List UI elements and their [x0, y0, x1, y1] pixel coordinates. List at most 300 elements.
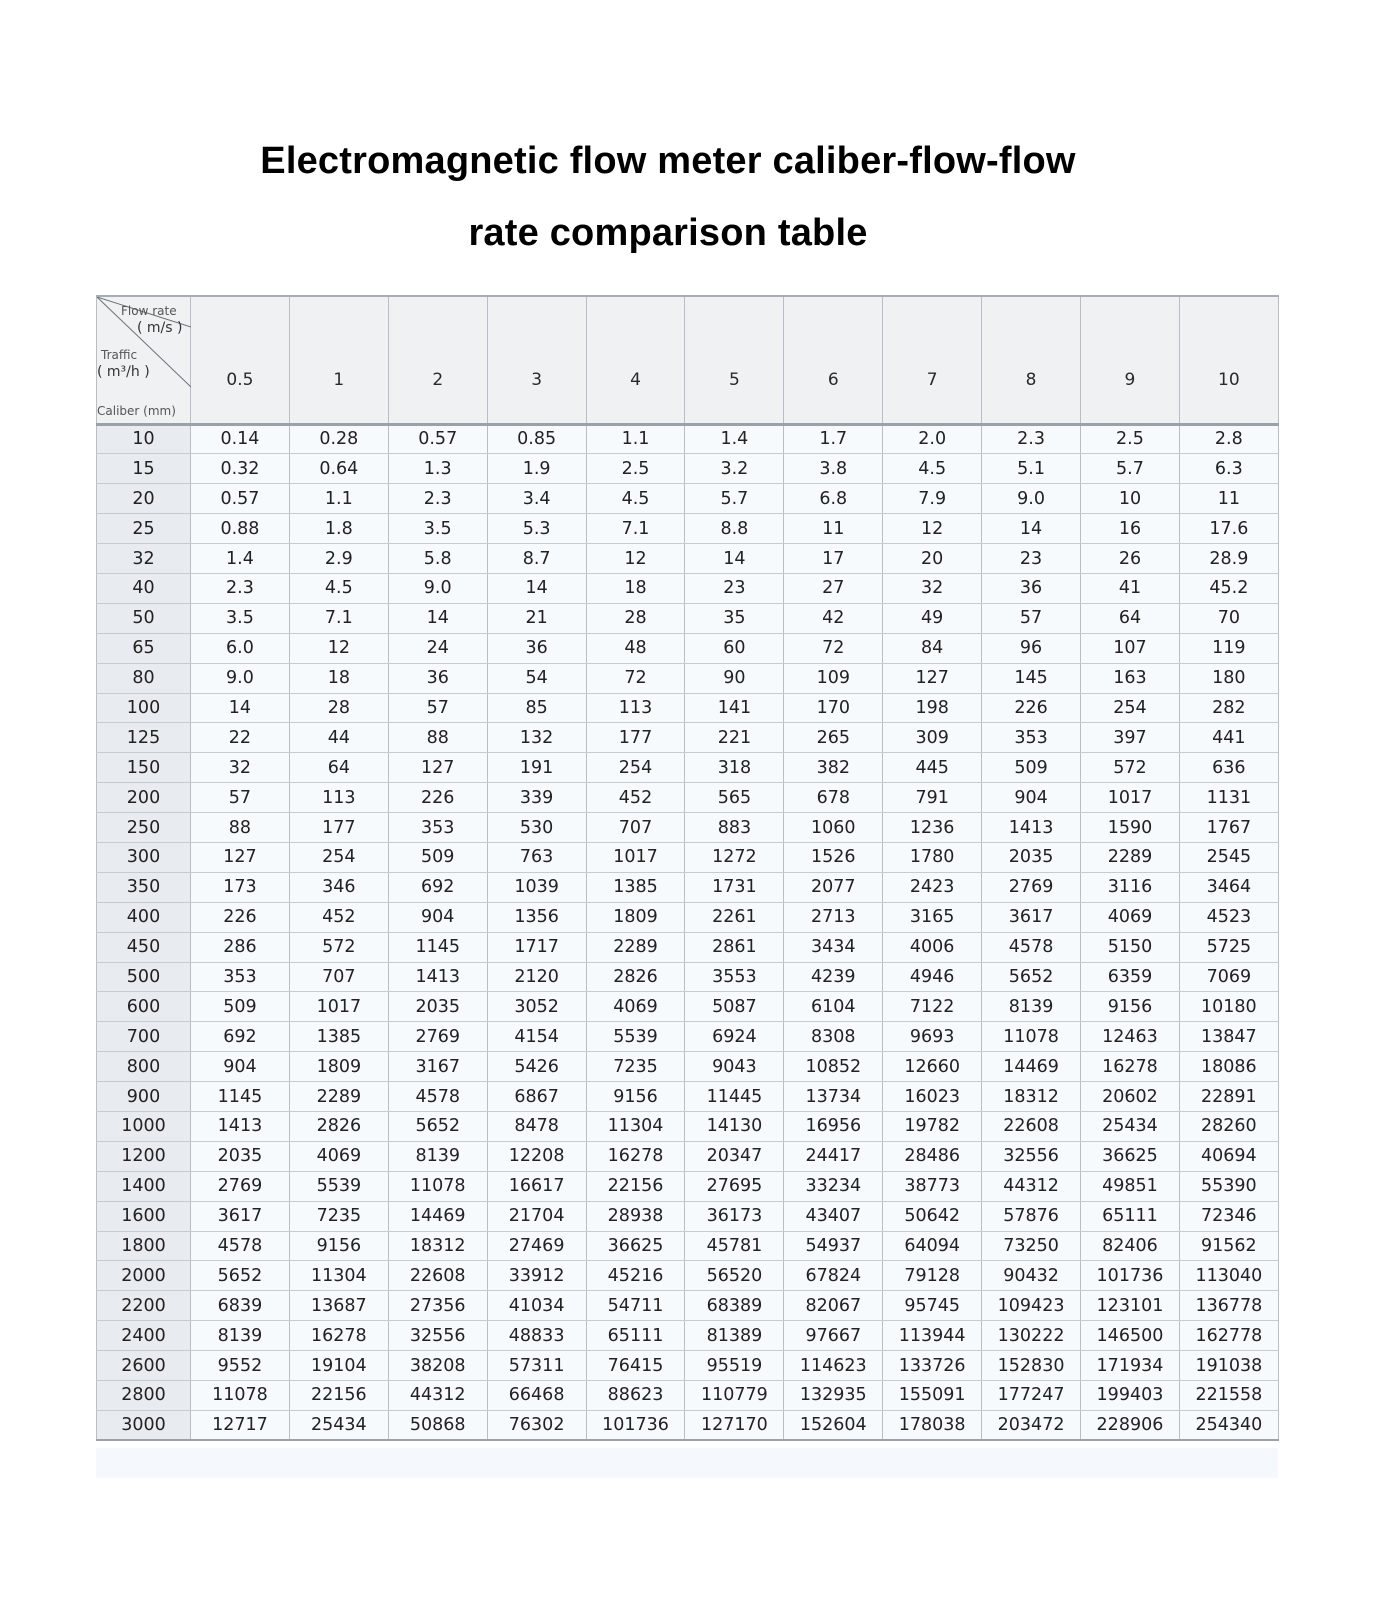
- flow-value-cell: 57876: [982, 1201, 1081, 1231]
- flow-value-cell: 127: [191, 842, 290, 872]
- caliber-cell: 450: [97, 932, 191, 962]
- flow-value-cell: 32556: [982, 1141, 1081, 1171]
- flow-value-cell: 509: [982, 753, 1081, 783]
- flow-value-cell: 88: [191, 813, 290, 843]
- flow-value-cell: 309: [883, 723, 982, 753]
- flow-value-cell: 4069: [586, 992, 685, 1022]
- flow-value-cell: 4239: [784, 962, 883, 992]
- flow-value-cell: 636: [1179, 753, 1278, 783]
- flow-value-cell: 41034: [487, 1291, 586, 1321]
- caliber-cell: 1200: [97, 1141, 191, 1171]
- flow-value-cell: 25434: [289, 1410, 388, 1440]
- flow-value-cell: 0.32: [191, 454, 290, 484]
- flow-value-cell: 90: [685, 663, 784, 693]
- flow-value-cell: 221: [685, 723, 784, 753]
- flow-value-cell: 2423: [883, 872, 982, 902]
- flow-value-cell: 68389: [685, 1291, 784, 1321]
- flow-value-cell: 1526: [784, 842, 883, 872]
- flow-value-cell: 9.0: [388, 573, 487, 603]
- flow-value-cell: 254: [1081, 693, 1180, 723]
- caliber-cell: 2800: [97, 1381, 191, 1411]
- flow-value-cell: 152604: [784, 1410, 883, 1440]
- flow-value-cell: 114623: [784, 1351, 883, 1381]
- flow-value-cell: 4069: [1081, 902, 1180, 932]
- flow-value-cell: 6839: [191, 1291, 290, 1321]
- flow-value-cell: 38773: [883, 1171, 982, 1201]
- page-title-line-1: Electromagnetic flow meter caliber-flow-flow: [260, 140, 1076, 182]
- caliber-cell: 200: [97, 783, 191, 813]
- caliber-cell: 250: [97, 813, 191, 843]
- flow-value-cell: 0.14: [191, 424, 290, 454]
- flow-value-cell: 44312: [982, 1171, 1081, 1201]
- flow-value-cell: 177: [586, 723, 685, 753]
- flow-value-cell: 95745: [883, 1291, 982, 1321]
- flow-value-cell: 180: [1179, 663, 1278, 693]
- flow-value-cell: 49851: [1081, 1171, 1180, 1201]
- flow-value-cell: 4.5: [883, 454, 982, 484]
- flow-value-cell: 226: [982, 693, 1081, 723]
- table-row: [97, 484, 1279, 514]
- flow-value-cell: 5426: [487, 1052, 586, 1082]
- flow-value-cell: 2826: [586, 962, 685, 992]
- flow-value-cell: 113: [289, 783, 388, 813]
- flow-value-cell: 265: [784, 723, 883, 753]
- flow-value-cell: 0.64: [289, 454, 388, 484]
- flow-value-cell: 572: [289, 932, 388, 962]
- flow-value-cell: 7.1: [586, 514, 685, 544]
- flow-value-cell: 16278: [289, 1321, 388, 1351]
- flow-value-cell: 33234: [784, 1171, 883, 1201]
- table-row: [97, 1381, 1279, 1411]
- caliber-cell: 100: [97, 693, 191, 723]
- flow-value-cell: 3.2: [685, 454, 784, 484]
- table-row: [97, 1231, 1279, 1261]
- flow-value-cell: 22891: [1179, 1082, 1278, 1112]
- flow-value-cell: 55390: [1179, 1171, 1278, 1201]
- table-row: [97, 1351, 1279, 1381]
- flow-value-cell: 4523: [1179, 902, 1278, 932]
- flow-value-cell: 509: [191, 992, 290, 1022]
- flow-value-cell: 5539: [586, 1022, 685, 1052]
- flow-value-cell: 127170: [685, 1410, 784, 1440]
- flow-value-cell: 2035: [982, 842, 1081, 872]
- flow-value-cell: 6.3: [1179, 454, 1278, 484]
- flow-value-cell: 2.0: [883, 424, 982, 454]
- flow-value-cell: 3553: [685, 962, 784, 992]
- header-flow-rate-cell: 5: [685, 296, 784, 424]
- flow-value-cell: 27469: [487, 1231, 586, 1261]
- flow-value-cell: 42: [784, 603, 883, 633]
- flow-value-cell: 1145: [191, 1082, 290, 1112]
- flow-value-cell: 95519: [685, 1351, 784, 1381]
- flow-value-cell: 146500: [1081, 1321, 1180, 1351]
- flow-value-cell: 11: [784, 514, 883, 544]
- flow-value-cell: 1413: [191, 1111, 290, 1141]
- caliber-cell: 3000: [97, 1410, 191, 1440]
- flow-value-cell: 904: [388, 902, 487, 932]
- flow-value-cell: 1809: [289, 1052, 388, 1082]
- flow-value-cell: 203472: [982, 1410, 1081, 1440]
- flow-value-cell: 254340: [1179, 1410, 1278, 1440]
- header-flow-rate-cell: 7: [883, 296, 982, 424]
- flow-value-cell: 72346: [1179, 1201, 1278, 1231]
- flow-value-cell: 9156: [1081, 992, 1180, 1022]
- flow-value-cell: 79128: [883, 1261, 982, 1291]
- table-row: [97, 962, 1279, 992]
- flow-value-cell: 2289: [289, 1082, 388, 1112]
- table-row: [97, 454, 1279, 484]
- flow-value-cell: 178038: [883, 1410, 982, 1440]
- flow-value-cell: 40694: [1179, 1141, 1278, 1171]
- table-row: [97, 872, 1279, 902]
- flow-value-cell: 4.5: [289, 573, 388, 603]
- flow-value-cell: 1385: [586, 872, 685, 902]
- flow-value-cell: 113: [586, 693, 685, 723]
- flow-value-cell: 7122: [883, 992, 982, 1022]
- flow-value-cell: 76302: [487, 1410, 586, 1440]
- caliber-cell: 20: [97, 484, 191, 514]
- flow-value-cell: 67824: [784, 1261, 883, 1291]
- flow-value-cell: 2.3: [982, 424, 1081, 454]
- caliber-cell: 2200: [97, 1291, 191, 1321]
- flow-value-cell: 6359: [1081, 962, 1180, 992]
- flow-value-cell: 14: [982, 514, 1081, 544]
- flow-value-cell: 2261: [685, 902, 784, 932]
- flow-value-cell: 18: [289, 663, 388, 693]
- flow-value-cell: 9552: [191, 1351, 290, 1381]
- table-row: [97, 514, 1279, 544]
- flow-value-cell: 6.8: [784, 484, 883, 514]
- caliber-cell: 400: [97, 902, 191, 932]
- flow-value-cell: 109: [784, 663, 883, 693]
- flow-value-cell: 101736: [1081, 1261, 1180, 1291]
- flow-value-cell: 64094: [883, 1231, 982, 1261]
- flow-value-cell: 1272: [685, 842, 784, 872]
- flow-value-cell: 22: [191, 723, 290, 753]
- caliber-cell: 300: [97, 842, 191, 872]
- table-row: [97, 723, 1279, 753]
- flow-value-cell: 70: [1179, 603, 1278, 633]
- flow-value-cell: 97667: [784, 1321, 883, 1351]
- table-row: [97, 902, 1279, 932]
- flow-value-cell: 48833: [487, 1321, 586, 1351]
- table-row: [97, 1291, 1279, 1321]
- flow-value-cell: 382: [784, 753, 883, 783]
- flow-value-cell: 90432: [982, 1261, 1081, 1291]
- flow-value-cell: 96: [982, 633, 1081, 663]
- flow-value-cell: 16956: [784, 1111, 883, 1141]
- flow-value-cell: 1413: [388, 962, 487, 992]
- header-flow-rate-cell: 2: [388, 296, 487, 424]
- flow-value-cell: 5652: [191, 1261, 290, 1291]
- flow-value-cell: 13847: [1179, 1022, 1278, 1052]
- flow-value-cell: 191038: [1179, 1351, 1278, 1381]
- flow-value-cell: 0.88: [191, 514, 290, 544]
- flow-value-cell: 572: [1081, 753, 1180, 783]
- flow-value-cell: 16278: [1081, 1052, 1180, 1082]
- flow-value-cell: 1017: [586, 842, 685, 872]
- flow-value-cell: 54937: [784, 1231, 883, 1261]
- caliber-cell: 32: [97, 544, 191, 574]
- flow-value-cell: 4578: [388, 1082, 487, 1112]
- flow-value-cell: 8.8: [685, 514, 784, 544]
- flow-value-cell: 163: [1081, 663, 1180, 693]
- comparison-table-container: [96, 295, 1278, 1441]
- flow-value-cell: 3165: [883, 902, 982, 932]
- flow-value-cell: 346: [289, 872, 388, 902]
- flow-value-cell: 452: [289, 902, 388, 932]
- flow-value-cell: 9.0: [191, 663, 290, 693]
- table-row: [97, 1261, 1279, 1291]
- flow-value-cell: 11078: [191, 1381, 290, 1411]
- flow-value-cell: 2289: [586, 932, 685, 962]
- flow-value-cell: 60: [685, 633, 784, 663]
- flow-value-cell: 8308: [784, 1022, 883, 1052]
- flow-value-cell: 5.8: [388, 544, 487, 574]
- flow-value-cell: 32: [191, 753, 290, 783]
- flow-value-cell: 8478: [487, 1111, 586, 1141]
- flow-value-cell: 11078: [982, 1022, 1081, 1052]
- flow-value-cell: 7235: [289, 1201, 388, 1231]
- flow-value-cell: 1.4: [191, 544, 290, 574]
- flow-value-cell: 191: [487, 753, 586, 783]
- flow-value-cell: 36: [388, 663, 487, 693]
- flow-rate-axis-label: Flow rate: [121, 304, 177, 318]
- flow-value-cell: 10: [1081, 484, 1180, 514]
- flow-value-cell: 4006: [883, 932, 982, 962]
- flow-value-cell: 57: [191, 783, 290, 813]
- flow-value-cell: 127: [883, 663, 982, 693]
- flow-value-cell: 5.3: [487, 514, 586, 544]
- table-row: [97, 1410, 1279, 1440]
- flow-value-cell: 14: [487, 573, 586, 603]
- caliber-cell: 15: [97, 454, 191, 484]
- flow-value-cell: 4578: [191, 1231, 290, 1261]
- flow-value-cell: 101736: [586, 1410, 685, 1440]
- flow-value-cell: 16: [1081, 514, 1180, 544]
- header-corner-cell: [97, 296, 191, 424]
- flow-value-cell: 14: [191, 693, 290, 723]
- flow-value-cell: 48: [586, 633, 685, 663]
- caliber-cell: 65: [97, 633, 191, 663]
- flow-value-cell: 7.1: [289, 603, 388, 633]
- flow-value-cell: 44: [289, 723, 388, 753]
- flow-value-cell: 692: [191, 1022, 290, 1052]
- flow-value-cell: 12660: [883, 1052, 982, 1082]
- flow-value-cell: 132935: [784, 1381, 883, 1411]
- flow-value-cell: 19104: [289, 1351, 388, 1381]
- flow-value-cell: 5725: [1179, 932, 1278, 962]
- table-row: [97, 603, 1279, 633]
- flow-value-cell: 199403: [1081, 1381, 1180, 1411]
- caliber-axis-label: Caliber (mm): [97, 404, 176, 418]
- flow-value-cell: 18: [586, 573, 685, 603]
- flow-value-cell: 49: [883, 603, 982, 633]
- table-row: [97, 1321, 1279, 1351]
- flow-value-cell: 1.4: [685, 424, 784, 454]
- caliber-cell: 500: [97, 962, 191, 992]
- flow-value-cell: 16023: [883, 1082, 982, 1112]
- flow-value-cell: 7235: [586, 1052, 685, 1082]
- flow-value-cell: 110779: [685, 1381, 784, 1411]
- flow-value-cell: 530: [487, 813, 586, 843]
- flow-value-cell: 81389: [685, 1321, 784, 1351]
- flow-value-cell: 5150: [1081, 932, 1180, 962]
- flow-value-cell: 1.8: [289, 514, 388, 544]
- flow-value-cell: 24417: [784, 1141, 883, 1171]
- caliber-cell: 2000: [97, 1261, 191, 1291]
- table-row: [97, 633, 1279, 663]
- flow-value-cell: 3116: [1081, 872, 1180, 902]
- flow-value-cell: 1767: [1179, 813, 1278, 843]
- flow-value-cell: 65111: [586, 1321, 685, 1351]
- table-body: [97, 424, 1279, 1440]
- table-row: [97, 1022, 1279, 1052]
- flow-value-cell: 1236: [883, 813, 982, 843]
- flow-value-cell: 28: [289, 693, 388, 723]
- flow-value-cell: 8139: [191, 1321, 290, 1351]
- flow-value-cell: 84: [883, 633, 982, 663]
- flow-value-cell: 707: [289, 962, 388, 992]
- flow-value-cell: 12463: [1081, 1022, 1180, 1052]
- flow-value-cell: 17: [784, 544, 883, 574]
- caliber-cell: 700: [97, 1022, 191, 1052]
- header-flow-rate-cell: 8: [982, 296, 1081, 424]
- flow-value-cell: 2.9: [289, 544, 388, 574]
- flow-value-cell: 23: [982, 544, 1081, 574]
- flow-value-cell: 11078: [388, 1171, 487, 1201]
- flow-value-cell: 14469: [982, 1052, 1081, 1082]
- flow-value-cell: 5087: [685, 992, 784, 1022]
- header-flow-rate-cell: 1: [289, 296, 388, 424]
- flow-value-cell: 50868: [388, 1410, 487, 1440]
- header-flow-rate-cell: 9: [1081, 296, 1180, 424]
- flow-value-cell: 113040: [1179, 1261, 1278, 1291]
- flow-value-cell: 82067: [784, 1291, 883, 1321]
- flow-value-cell: 353: [191, 962, 290, 992]
- table-row: [97, 544, 1279, 574]
- flow-value-cell: 50642: [883, 1201, 982, 1231]
- flow-value-cell: 5539: [289, 1171, 388, 1201]
- flow-value-cell: 45216: [586, 1261, 685, 1291]
- traffic-unit-label: ( m³/h ): [97, 364, 150, 380]
- flow-value-cell: 198: [883, 693, 982, 723]
- flow-value-cell: 286: [191, 932, 290, 962]
- flow-value-cell: 119: [1179, 633, 1278, 663]
- flow-value-cell: 353: [982, 723, 1081, 753]
- flow-value-cell: 3.5: [388, 514, 487, 544]
- flow-value-cell: 226: [388, 783, 487, 813]
- flow-value-cell: 1.9: [487, 454, 586, 484]
- flow-value-cell: 57311: [487, 1351, 586, 1381]
- table-row: [97, 573, 1279, 603]
- flow-value-cell: 763: [487, 842, 586, 872]
- flow-value-cell: 2826: [289, 1111, 388, 1141]
- flow-value-cell: 1.1: [289, 484, 388, 514]
- flow-value-cell: 11: [1179, 484, 1278, 514]
- flow-value-cell: 2545: [1179, 842, 1278, 872]
- flow-value-cell: 23: [685, 573, 784, 603]
- flow-value-cell: 2861: [685, 932, 784, 962]
- flow-value-cell: 28: [586, 603, 685, 633]
- flow-value-cell: 45.2: [1179, 573, 1278, 603]
- flow-value-cell: 20: [883, 544, 982, 574]
- flow-value-cell: 8.7: [487, 544, 586, 574]
- flow-value-cell: 76415: [586, 1351, 685, 1381]
- flow-rate-unit-label: ( m/s ): [137, 320, 183, 336]
- flow-value-cell: 85: [487, 693, 586, 723]
- flow-value-cell: 12: [883, 514, 982, 544]
- caliber-cell: 800: [97, 1052, 191, 1082]
- traffic-axis-label: Traffic: [101, 348, 138, 362]
- flow-value-cell: 141: [685, 693, 784, 723]
- caliber-cell: 2600: [97, 1351, 191, 1381]
- flow-value-cell: 3464: [1179, 872, 1278, 902]
- flow-value-cell: 339: [487, 783, 586, 813]
- flow-value-cell: 0.57: [388, 424, 487, 454]
- caliber-cell: 2400: [97, 1321, 191, 1351]
- flow-value-cell: 9156: [586, 1082, 685, 1112]
- flow-value-cell: 2077: [784, 872, 883, 902]
- table-row: [97, 813, 1279, 843]
- flow-value-cell: 3052: [487, 992, 586, 1022]
- flow-value-cell: 54711: [586, 1291, 685, 1321]
- caliber-cell: 80: [97, 663, 191, 693]
- flow-value-cell: 1809: [586, 902, 685, 932]
- flow-value-cell: 10180: [1179, 992, 1278, 1022]
- caliber-cell: 40: [97, 573, 191, 603]
- caliber-cell: 10: [97, 424, 191, 454]
- flow-value-cell: 57: [388, 693, 487, 723]
- flow-value-cell: 72: [586, 663, 685, 693]
- flow-value-cell: 82406: [1081, 1231, 1180, 1261]
- flow-value-cell: 162778: [1179, 1321, 1278, 1351]
- flow-value-cell: 88: [388, 723, 487, 753]
- flow-value-cell: 11445: [685, 1082, 784, 1112]
- flow-value-cell: 170: [784, 693, 883, 723]
- flow-value-cell: 26: [1081, 544, 1180, 574]
- flow-value-cell: 19782: [883, 1111, 982, 1141]
- flow-value-cell: 18312: [388, 1231, 487, 1261]
- flow-value-cell: 1017: [289, 992, 388, 1022]
- flow-value-cell: 2769: [982, 872, 1081, 902]
- flow-value-cell: 21: [487, 603, 586, 633]
- flow-value-cell: 64: [289, 753, 388, 783]
- flow-value-cell: 14469: [388, 1201, 487, 1231]
- flow-value-cell: 113944: [883, 1321, 982, 1351]
- flow-value-cell: 397: [1081, 723, 1180, 753]
- flow-value-cell: 8139: [982, 992, 1081, 1022]
- flow-value-cell: 5.7: [685, 484, 784, 514]
- caliber-cell: 600: [97, 992, 191, 1022]
- flow-value-cell: 21704: [487, 1201, 586, 1231]
- flow-value-cell: 12: [289, 633, 388, 663]
- flow-value-cell: 11304: [289, 1261, 388, 1291]
- flow-value-cell: 17.6: [1179, 514, 1278, 544]
- flow-value-cell: 136778: [1179, 1291, 1278, 1321]
- flow-value-cell: 127: [388, 753, 487, 783]
- flow-value-cell: 4154: [487, 1022, 586, 1052]
- flow-value-cell: 177: [289, 813, 388, 843]
- caliber-cell: 1400: [97, 1171, 191, 1201]
- flow-value-cell: 678: [784, 783, 883, 813]
- caliber-cell: 350: [97, 872, 191, 902]
- flow-value-cell: 35: [685, 603, 784, 633]
- flow-value-cell: 3.4: [487, 484, 586, 514]
- flow-value-cell: 44312: [388, 1381, 487, 1411]
- flow-value-cell: 7.9: [883, 484, 982, 514]
- flow-value-cell: 707: [586, 813, 685, 843]
